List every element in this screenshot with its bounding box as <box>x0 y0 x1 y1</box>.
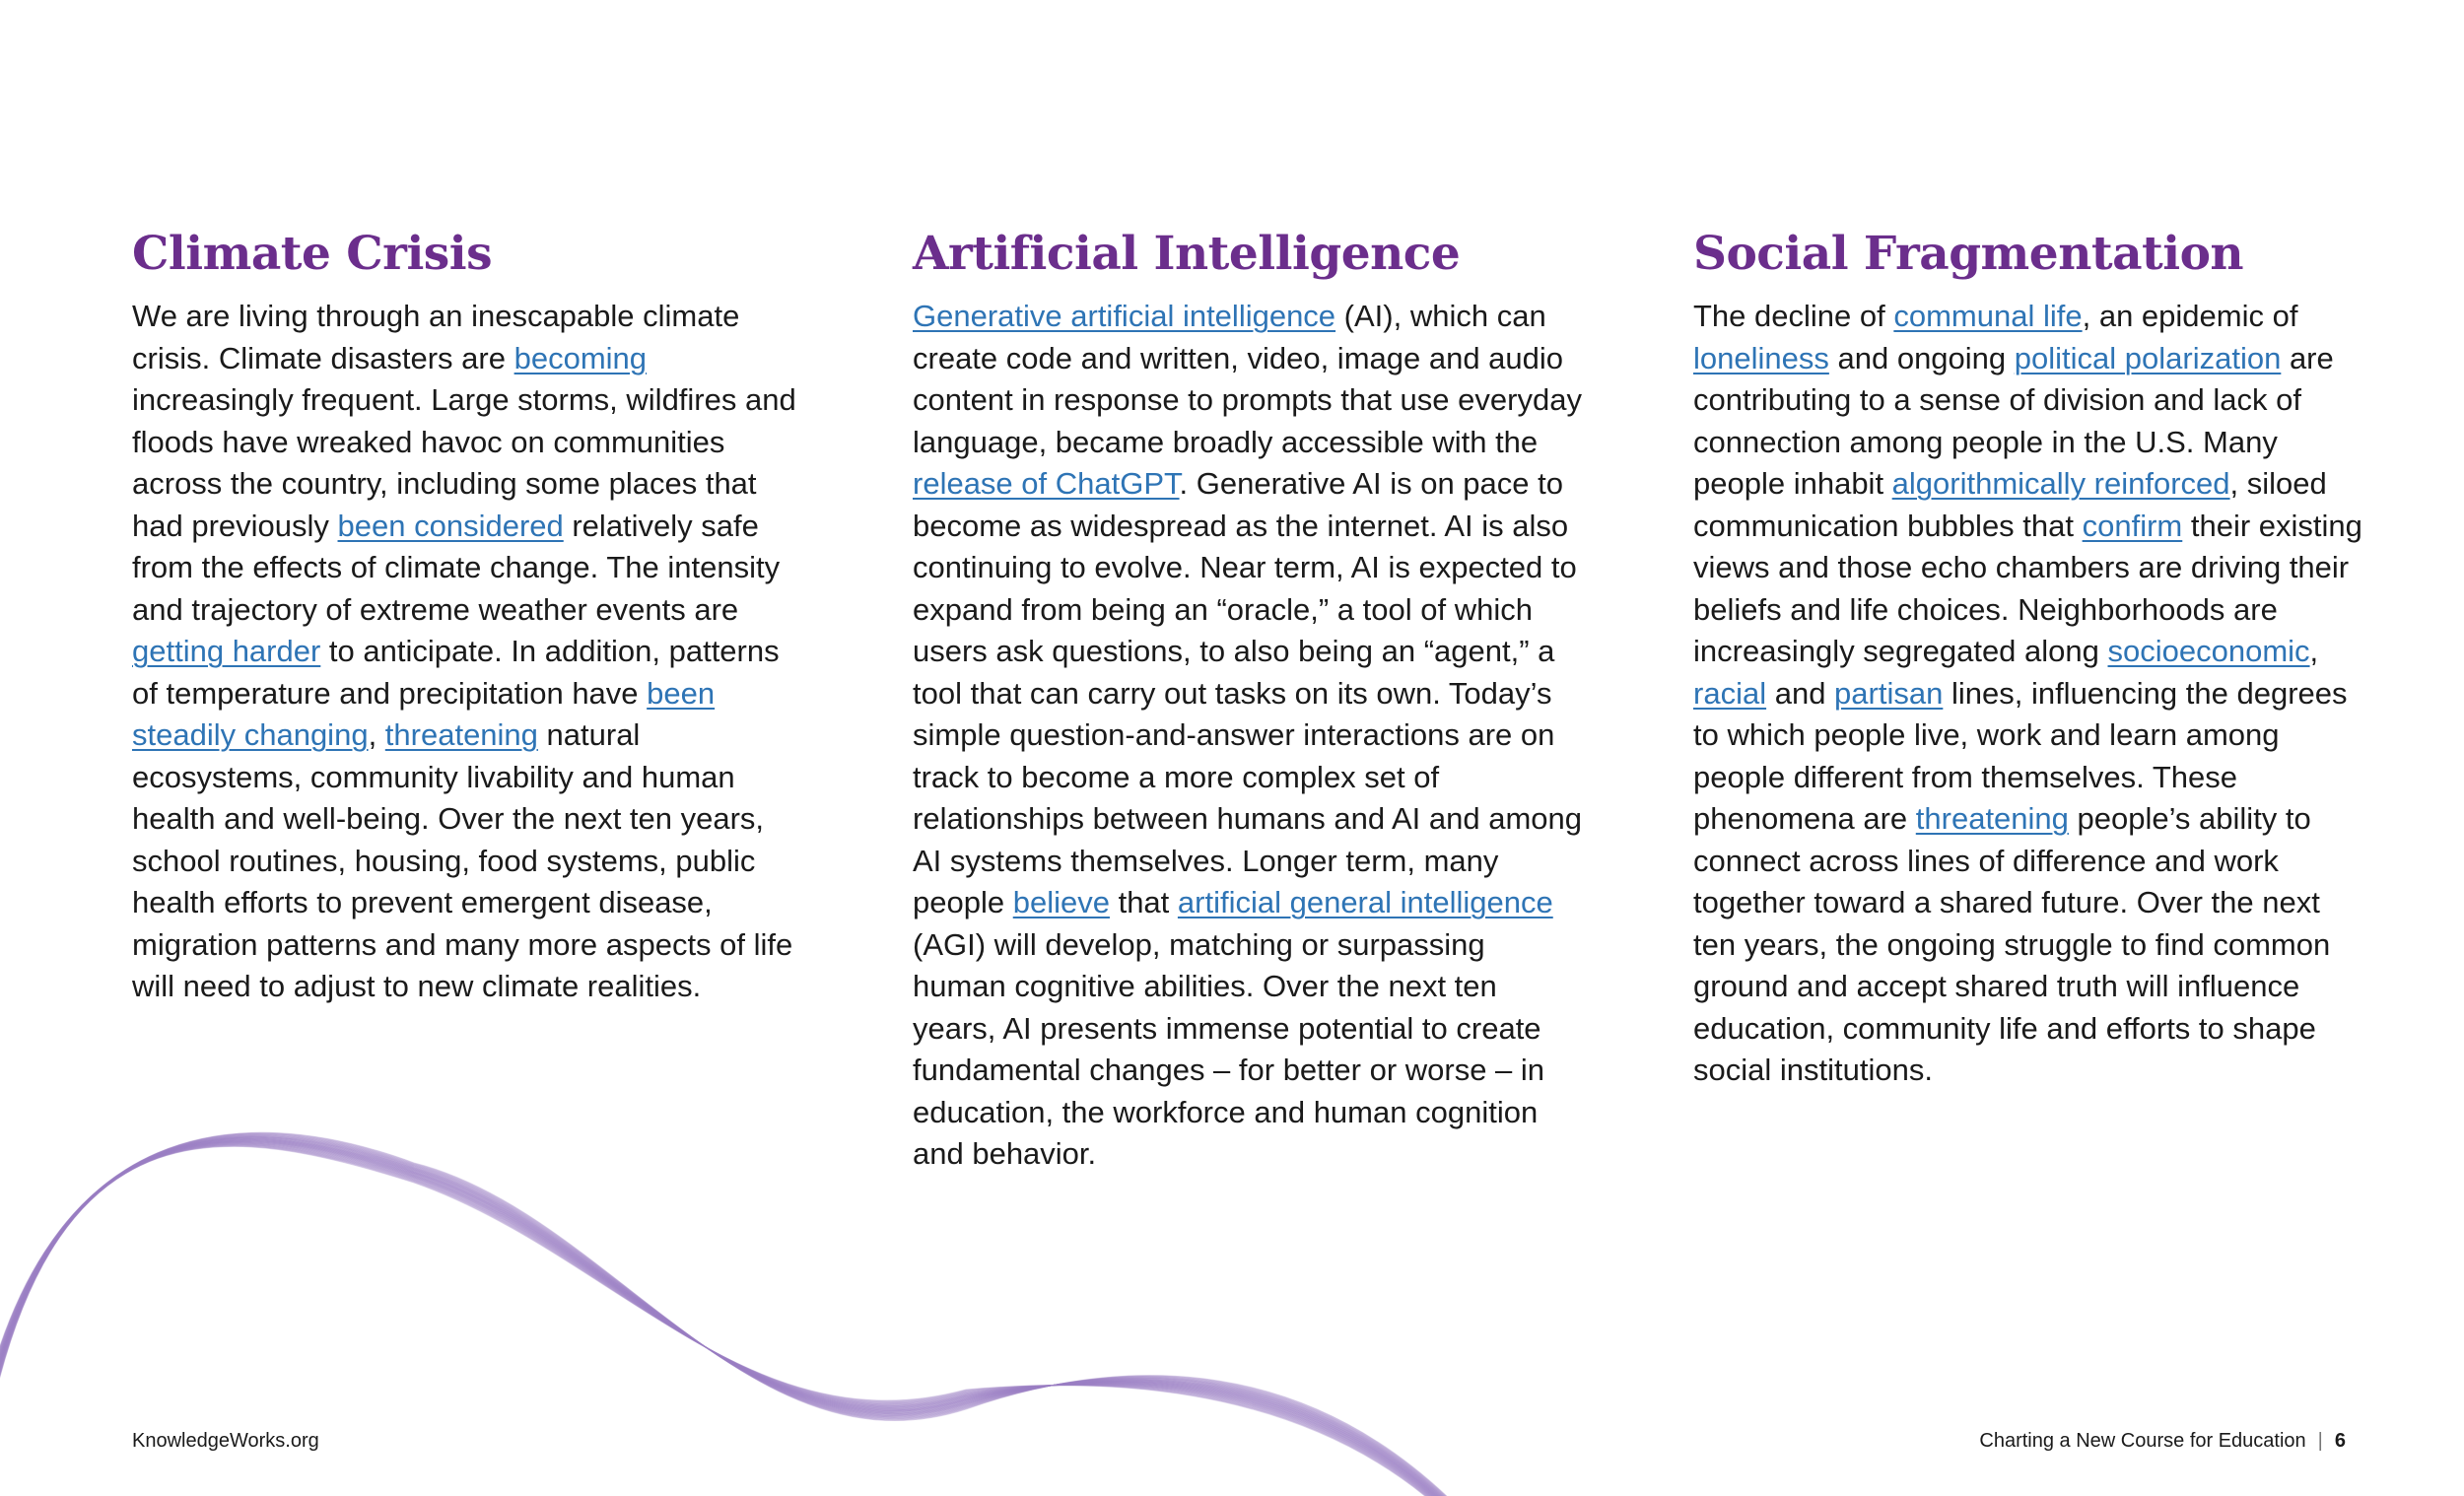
text-run: are contributing to a sense of division and lack of connection among people in the U.S. Many people inhabit <box>1693 340 2334 501</box>
inline-link[interactable]: believe <box>1012 885 1110 919</box>
inline-link[interactable]: racial <box>1693 675 1767 711</box>
footer-page-info <box>1979 1428 2346 1454</box>
inline-link[interactable]: getting harder <box>132 634 321 668</box>
inline-link[interactable]: threatening <box>384 717 538 752</box>
text-run: , an epidemic of <box>2082 299 2298 333</box>
text-run: . Generative AI is on pace to become as widespread as the internet. AI is also continuing to evolve. Near term, AI is expected to expand from being an “oracle,” a tool of which users ask questions, to also being an “agent,” a tool that can carry out tasks on its own. Today’s simple question-and-answer interactions are on track to become a more complex set of relationships between humans and AI and among AI systems themselves. Longer term, many people <box>913 466 1583 919</box>
column-artificial-intelligence <box>913 225 1583 1176</box>
inline-link[interactable]: threatening <box>1915 801 2069 836</box>
column-social-fragmentation <box>1693 225 2363 1092</box>
inline-link[interactable]: socioeconomic <box>2107 634 2310 668</box>
inline-link[interactable]: been steadily changing <box>132 675 716 752</box>
text-run: We are living through an inescapable climate crisis. Climate disasters are <box>132 299 740 375</box>
inline-link[interactable]: political polarization <box>2014 340 2282 375</box>
heading-climate-crisis: Climate Crisis <box>132 227 493 281</box>
footer-separator: | <box>2317 1430 2323 1452</box>
inline-link[interactable]: algorithmically reinforced <box>1891 466 2230 501</box>
page-number: 6 <box>2334 1430 2346 1452</box>
inline-link[interactable]: loneliness <box>1693 340 1829 375</box>
inline-link[interactable]: Generative artificial intelligence <box>913 299 1336 333</box>
column-climate-crisis <box>132 225 802 1008</box>
heading-artificial-intelligence: Artificial Intelligence <box>913 227 1461 281</box>
text-run: , <box>2309 634 2319 668</box>
text-run: and ongoing <box>1828 340 2015 375</box>
text-run: , <box>368 717 385 752</box>
text-run: , siloed communication bubbles that <box>1693 466 2327 543</box>
inline-link[interactable]: communal life <box>1893 299 2083 333</box>
heading-social-fragmentation: Social Fragmentation <box>1693 227 2244 281</box>
text-run: their existing views and those echo chambers are driving their beliefs and life choices. Neighborhoods are increasingly segregated along <box>1693 508 2362 668</box>
inline-link[interactable]: been considered <box>337 508 564 543</box>
text-run: The decline of <box>1693 299 1894 333</box>
inline-link[interactable]: partisan <box>1834 675 1944 711</box>
paragraph-climate-crisis <box>132 296 802 1008</box>
text-run: that <box>1109 885 1178 919</box>
paragraph-social-fragmentation <box>1693 296 2363 1092</box>
footer-site-name: KnowledgeWorks.org <box>132 1430 319 1452</box>
inline-link[interactable]: release of ChatGPT <box>913 466 1180 501</box>
text-run: natural ecosystems, community livability and human health and well-being. Over the next ten years, school routines, housing, food systems, public health efforts to prevent emergent disease, migration patterns and many more aspects of life will need to adjust to new climate realities. <box>132 717 793 1003</box>
inline-link[interactable]: becoming <box>513 340 648 375</box>
text-run: to anticipate. In addition, patterns of temperature and precipitation have <box>132 634 780 711</box>
text-run: increasingly frequent. Large storms, wildfires and floods have wreaked havoc on communities across the country, including some places that had previously <box>132 382 796 543</box>
text-run: (AGI) will develop, matching or surpassing human cognitive abilities. Over the next ten years, AI presents immense potential to create fundamental changes – for better or worse – in education, the workforce and human cognition and behavior. <box>913 926 1545 1171</box>
inline-link[interactable]: artificial general intelligence <box>1177 885 1553 919</box>
text-run: lines, influencing the degrees to which people live, work and learn among people different from themselves. These phenomena are <box>1693 675 2348 836</box>
inline-link[interactable]: confirm <box>2082 508 2183 543</box>
text-run: people’s ability to connect across lines of difference and work together toward a shared future. Over the next ten years, the ongoing struggle to find common ground and accept shared truth will influence education, community life and efforts to shape social institutions. <box>1693 801 2331 1087</box>
text-run: and <box>1766 675 1835 711</box>
text-run: relatively safe from the effects of climate change. The intensity and trajectory of extreme weather events are <box>132 508 781 627</box>
paragraph-artificial-intelligence <box>913 296 1583 1176</box>
footer-publication-title: Charting a New Course for Education <box>1979 1430 2306 1452</box>
text-run: (AI), which can create code and written, video, image and audio content in response to prompts that use everyday language, became broadly accessible with the <box>913 299 1582 459</box>
